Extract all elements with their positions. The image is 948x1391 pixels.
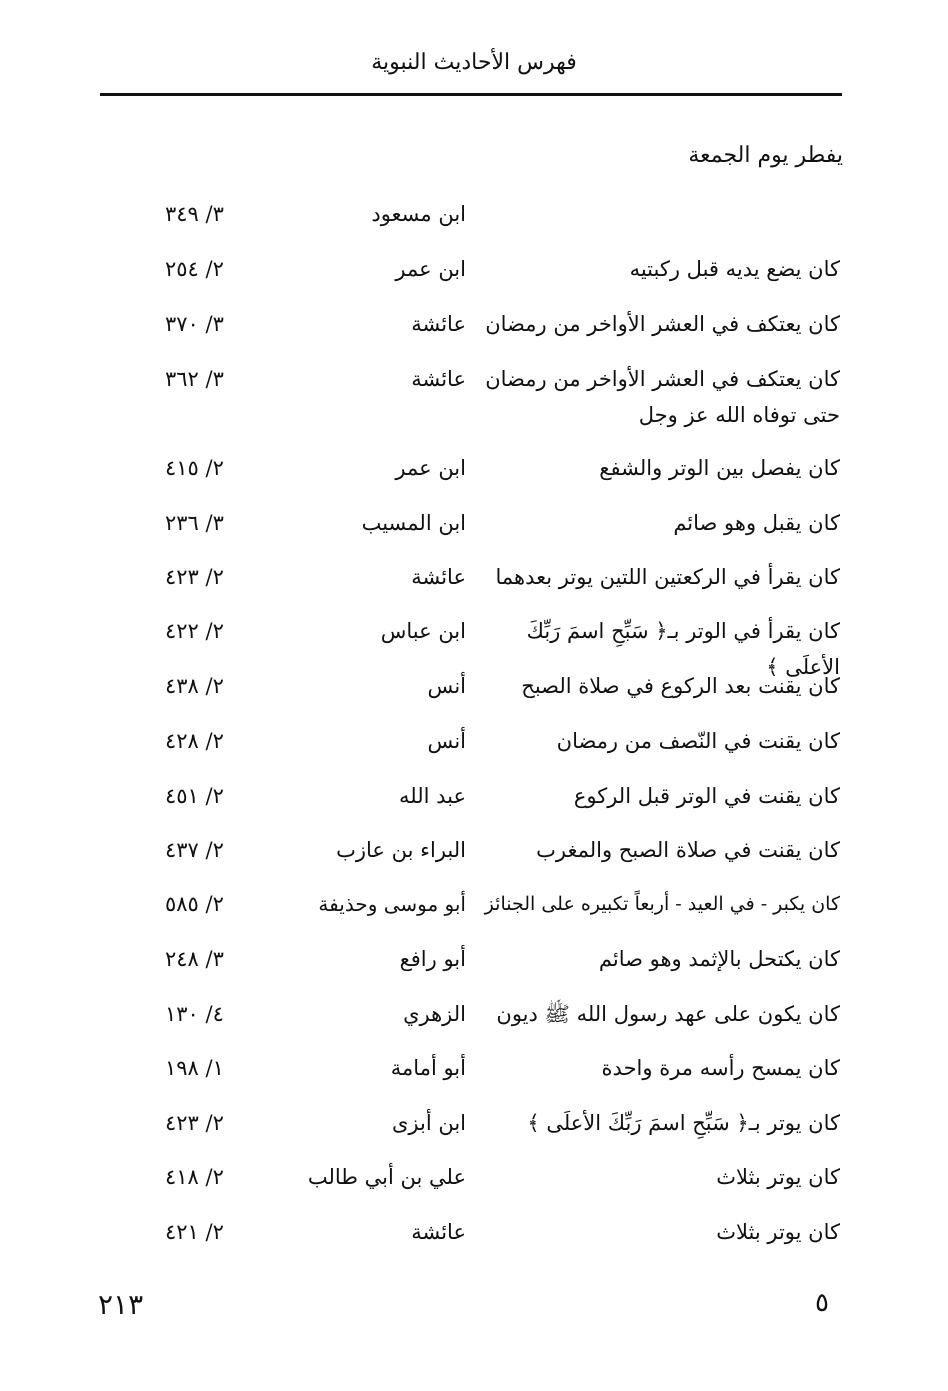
narrator: عبد الله [398,784,466,808]
volume-page-ref: ٣/ ٣٧٠ [165,312,224,336]
narrator: أنس [427,729,466,753]
volume-page-ref: ٤/ ١٣٠ [165,1002,224,1026]
hadith-text: كان يقرأ في الركعتين اللتين يوتر بعدهما [495,565,840,589]
page-header-title: فهرس الأحاديث النبوية [371,50,577,75]
hadith-text: كان يوتر بـ﴿ سَبِّحِ اسمَ رَبِّكَ الأعلَى ﴾ [527,1111,840,1135]
volume-page-ref: ١/ ١٩٨ [165,1056,224,1080]
narrator: أبو موسى وحذيفة [318,892,466,916]
volume-page-ref: ٢/ ٤٥١ [165,784,224,808]
hadith-text: كان يقنت في صلاة الصبح والمغرب [536,838,840,862]
volume-page-ref: ٣/ ٢٣٦ [165,511,224,535]
hadith-text: كان يعتكف في العشر الأواخر من رمضان حتى توفاه الله عز وجل [485,367,840,427]
narrator: البراء بن عازب [336,838,466,862]
hadith-text: كان يوتر بثلاث [716,1165,840,1189]
volume-page-ref: ٢/ ٤١٥ [165,456,224,480]
hadith-text: كان يوتر بثلاث [716,1220,840,1244]
narrator: ابن عباس [380,619,466,643]
narrator: عائشة [411,1220,466,1244]
volume-page-ref: ٢/ ٤٢٣ [165,1111,224,1135]
narrator: عائشة [411,312,466,336]
volume-page-ref: ٢/ ٤٣٨ [165,674,224,698]
page-number: ٢١٣ [98,1288,144,1321]
volume-page-ref: ٣/ ٣٦٢ [165,367,224,391]
narrator: أبو أمامة [390,1056,466,1080]
narrator: أبو رافع [399,947,466,971]
narrator: ابن عمر [395,257,466,281]
narrator: عائشة [411,367,466,391]
volume-page-ref: ٢/ ٤٣٧ [165,838,224,862]
hadith-text: كان يعتكف في العشر الأواخر من رمضان [485,312,840,336]
volume-page-ref: ٣/ ٢٤٨ [165,947,224,971]
hadith-text: كان يقرأ في الوتر بـ﴿ سَبِّحِ اسمَ رَبِّكَ الأعلَى ﴾ [526,619,840,679]
hadith-text: كان يضع يديه قبل ركبتيه [629,257,840,281]
narrator: ابن أبزى [391,1111,466,1135]
signature-mark: ٥ [815,1288,829,1318]
narrator: عائشة [411,565,466,589]
narrator: ابن عمر [395,456,466,480]
narrator: علي بن أبي طالب [307,1165,466,1189]
volume-page-ref: ٢/ ٤٢٨ [165,729,224,753]
hadith-text: كان يقنت في الوتر قبل الركوع [573,784,840,808]
volume-page-ref: ٢/ ٤٢١ [165,1220,224,1244]
hadith-text: كان يكبر - في العيد - أربعاً تكبيره على الجنائز [484,893,840,915]
narrator: ابن المسيب [361,511,466,535]
hadith-text: كان يفصل بين الوتر والشفع [599,456,840,480]
continuation-text: يفطر يوم الجمعة [688,143,843,168]
hadith-text: كان يكون على عهد رسول الله ﷺ ديون [496,1002,840,1026]
volume-page-ref: ٢/ ٢٥٤ [165,257,224,281]
narrator: أنس [427,674,466,698]
hadith-text: كان يقنت في النّصف من رمضان [556,729,840,753]
hadith-text: كان يقنت بعد الركوع في صلاة الصبح [521,674,840,698]
hadith-text: كان يكتحل بالإثمد وهو صائم [598,947,840,971]
volume-page-ref: ٢/ ٤١٨ [165,1165,224,1189]
narrator: ابن مسعود [371,202,466,226]
narrator: الزهري [403,1002,466,1026]
volume-page-ref: ٢/ ٤٢٢ [165,619,224,643]
volume-page-ref: ٢/ ٤٢٣ [165,565,224,589]
hadith-text: كان يمسح رأسه مرة واحدة [601,1056,840,1080]
hadith-text: كان يقبل وهو صائم [673,511,840,535]
volume-page-ref: ٣/ ٣٤٩ [165,202,224,226]
volume-page-ref: ٢/ ٥٨٥ [165,892,224,916]
